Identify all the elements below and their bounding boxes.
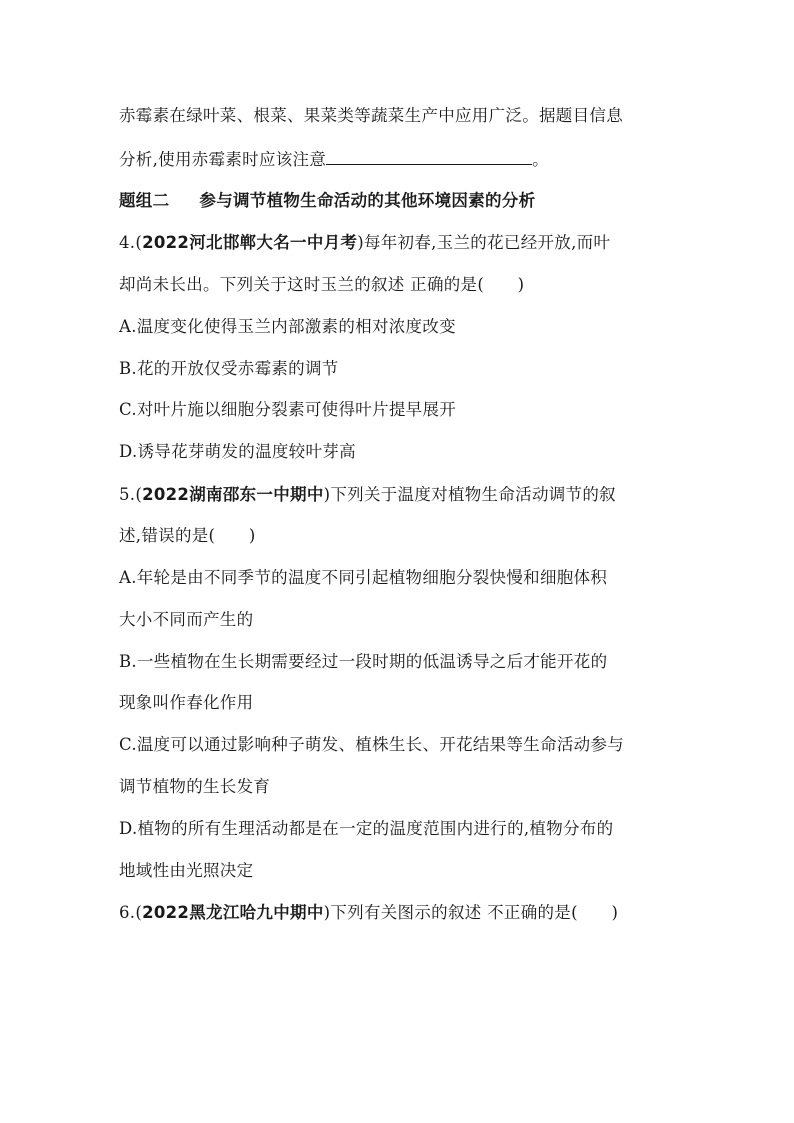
q5-stem-1: )下列关于温度对植物生命活动调节的叙 (323, 485, 616, 504)
intro-period: 。 (532, 150, 549, 169)
q5-option-b-line-2[interactable] (119, 692, 253, 714)
q5-stem-line-2 (119, 525, 256, 547)
q4-option-b-text: B.花的开放仅受赤霉素的调节 (119, 359, 339, 378)
intro-text-1: 赤霉素在绿叶菜、根菜、果菜类等蔬菜生产中应用广泛。据题目信息 (119, 106, 623, 125)
q5-stem-line-1 (119, 484, 616, 506)
q5-option-c-text-2: 调节植物的生长发育 (119, 777, 271, 796)
q5-year: 2022 (142, 485, 190, 504)
q5-option-d-line-1[interactable] (119, 818, 613, 840)
section-title: 参与调节植物生命活动的其他环境因素的分析 (199, 191, 536, 210)
q4-year: 2022 (142, 233, 190, 252)
q4-option-b[interactable] (119, 358, 339, 380)
q4-stem-2: 却尚未长出。下列关于这时玉兰的叙述 正确的是( ) (119, 275, 525, 294)
section-heading (119, 190, 535, 212)
q4-number: 4.( (119, 233, 143, 252)
q5-option-a-line-1[interactable] (119, 567, 607, 589)
q5-option-d-line-2[interactable] (119, 860, 253, 882)
q6-year: 2022 (142, 903, 190, 922)
q5-option-c-line-2[interactable] (119, 776, 270, 798)
intro-line-1 (119, 105, 623, 127)
q6-source: 黑龙江哈九中期中 (189, 903, 324, 922)
q5-option-a-text-1: A.年轮是由不同季节的温度不同引起植物细胞分裂快慢和细胞体积 (119, 568, 608, 587)
q4-source: 河北邯郸大名一中月考 (189, 233, 358, 252)
q4-option-d[interactable] (119, 441, 356, 463)
q5-option-b-line-1[interactable] (119, 651, 607, 673)
q5-option-c-text-1: C.温度可以通过影响种子萌发、植株生长、开花结果等生命活动参与 (119, 735, 625, 754)
q5-option-b-text-1: B.一些植物在生长期需要经过一段时期的低温诱导之后才能开花的 (119, 652, 608, 671)
q5-option-a-text-2: 大小不同而产生的 (119, 610, 254, 629)
q5-option-d-text-1: D.植物的所有生理活动都是在一定的温度范围内进行的,植物分布的 (119, 819, 614, 838)
q4-option-a[interactable] (119, 316, 456, 338)
q4-option-c[interactable] (119, 399, 456, 421)
q4-option-c-text: C.对叶片施以细胞分裂素可使得叶片提早展开 (119, 400, 457, 419)
q6-stem: )下列有关图示的叙述 不正确的是( ) (323, 903, 619, 922)
q5-stem-2: 述,错误的是( ) (119, 526, 256, 545)
q6-number: 6.( (119, 903, 143, 922)
q4-stem-line-1 (119, 232, 610, 254)
q5-number: 5.( (119, 485, 143, 504)
q4-stem-1: )每年初春,玉兰的花已经开放,而叶 (357, 233, 611, 252)
q4-option-d-text: D.诱导花芽萌发的温度较叶芽高 (119, 442, 356, 461)
q5-option-a-line-2[interactable] (119, 609, 253, 631)
q5-option-d-text-2: 地域性由光照决定 (119, 861, 254, 880)
q4-option-a-text: A.温度变化使得玉兰内部激素的相对浓度改变 (119, 317, 456, 336)
intro-line-2 (119, 148, 549, 171)
q5-source: 湖南邵东一中期中 (189, 485, 324, 504)
q5-option-b-text-2: 现象叫作春化作用 (119, 693, 254, 712)
intro-text-2: 分析,使用赤霉素时应该注意 (119, 150, 327, 169)
q6-stem-line (119, 902, 618, 924)
answer-blank[interactable] (326, 148, 532, 165)
q4-stem-line-2 (119, 274, 524, 296)
q5-option-c-line-1[interactable] (119, 734, 624, 756)
section-label: 题组二 (119, 191, 170, 210)
